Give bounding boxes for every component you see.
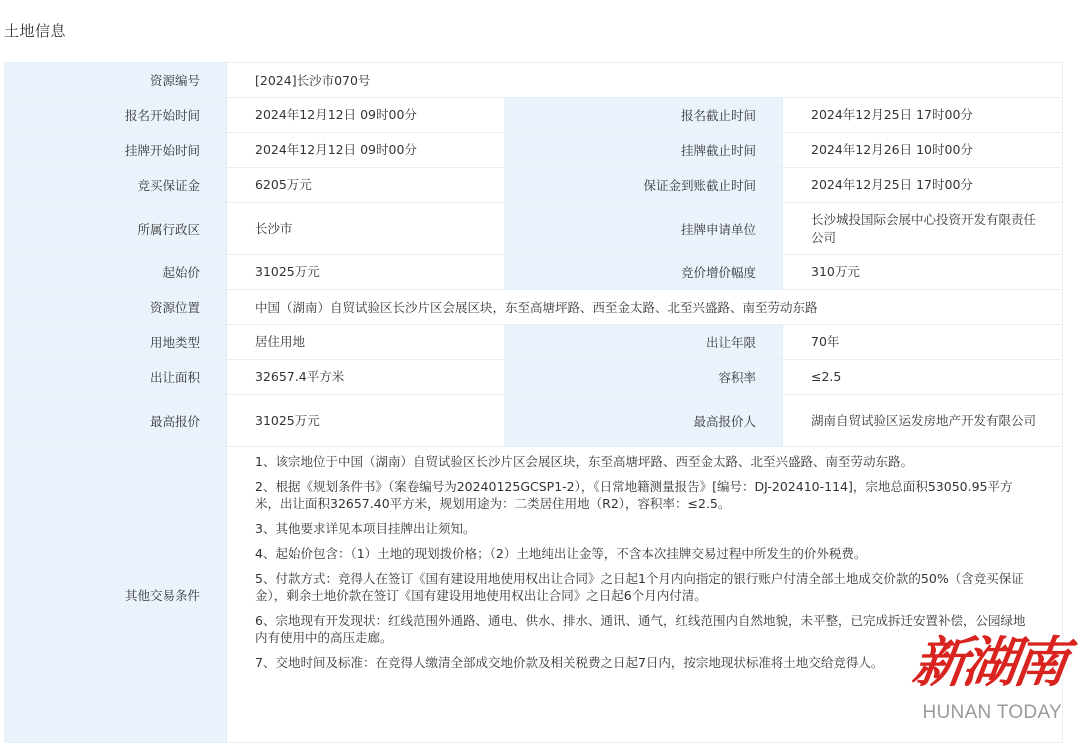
applicant-value: 长沙城投国际会展中心投资开发有限责任公司	[783, 203, 1063, 255]
reg-end-label: 报名截止时间	[505, 98, 783, 133]
conditions-label: 其他交易条件	[5, 447, 227, 743]
start-price-value: 31025万元	[227, 255, 505, 290]
row-resource-no	[5, 63, 1063, 98]
reg-end-value: 2024年12月25日 17时00分	[783, 98, 1063, 133]
area-label: 出让面积	[5, 360, 227, 395]
applicant-label: 挂牌申请单位	[505, 203, 783, 255]
row-deposit	[5, 168, 1063, 203]
resource-no-value: [2024]长沙市070号	[227, 63, 1063, 98]
deposit-value: 6205万元	[227, 168, 505, 203]
row-land-use	[5, 325, 1063, 360]
condition-item-5: 5、付款方式：竞得人在签订《国有建设用地使用权出让合同》之日起1个月内向指定的银行账户付清全部土地成交价款的50%（含竞买保证金），剩余土地价款在签订《国有建设用地使用权出让合同》之日起6个月内付清。	[255, 571, 1024, 603]
list-end-label: 挂牌截止时间	[505, 133, 783, 168]
far-value: ≤2.5	[783, 360, 1063, 395]
conditions-list	[227, 447, 1063, 743]
start-price-label: 起始价	[5, 255, 227, 290]
term-label: 出让年限	[505, 325, 783, 360]
location-value: 中国（湖南）自贸试验区长沙片区会展区块，东至高塘坪路、西至金太路、北至兴盛路、南至劳动东路	[227, 290, 1063, 325]
row-listing	[5, 133, 1063, 168]
district-label: 所属行政区	[5, 203, 227, 255]
row-area	[5, 360, 1063, 395]
page-title: 土地信息	[4, 22, 67, 40]
land-use-label: 用地类型	[5, 325, 227, 360]
term-value: 70年	[783, 325, 1063, 360]
row-other-conditions	[5, 447, 1063, 743]
increment-label: 竞价增价幅度	[505, 255, 783, 290]
row-price	[5, 255, 1063, 290]
condition-item-4: 4、起始价包含：（1）土地的现划拨价格；（2）土地纯出让金等，不含本次挂牌交易过程中所发生的价外税费。	[255, 546, 867, 561]
watermark-logo-en: HUNAN TODAY	[922, 702, 1062, 723]
land-use-value: 居住用地	[227, 325, 505, 360]
top-bidder-label: 最高报价人	[505, 395, 783, 447]
reg-start-value: 2024年12月12日 09时00分	[227, 98, 505, 133]
deposit-label: 竞买保证金	[5, 168, 227, 203]
top-bid-value: 31025万元	[227, 395, 505, 447]
district-value: 长沙市	[227, 203, 505, 255]
condition-item-3: 3、其他要求详见本项目挂牌出让须知。	[255, 521, 476, 536]
condition-item-2: 2、根据《规划条件书》（案卷编号为20240125GCSP1-2），《日常地籍测量报告》[编号：DJ-202410-114]，宗地总面积53050.95平方米，出让面积32657.40平方米，规划用途为：二类居住用地（R2），容积率：≤2.5。	[255, 479, 1013, 511]
list-start-label: 挂牌开始时间	[5, 133, 227, 168]
row-location	[5, 290, 1063, 325]
row-district	[5, 203, 1063, 255]
list-start-value: 2024年12月12日 09时00分	[227, 133, 505, 168]
watermark-logo-cn: 新湖南	[909, 630, 1069, 694]
land-info-table	[4, 62, 1063, 743]
row-registration	[5, 98, 1063, 133]
top-bidder-value: 湖南自贸试验区运发房地产开发有限公司	[783, 395, 1063, 447]
row-top-bid	[5, 395, 1063, 447]
condition-item-7: 7、交地时间及标准：在竞得人缴清全部成交地价款及相关税费之日起7日内，按宗地现状标准将土地交给竞得人。	[255, 655, 884, 670]
increment-value: 310万元	[783, 255, 1063, 290]
list-end-value: 2024年12月26日 10时00分	[783, 133, 1063, 168]
resource-no-label: 资源编号	[5, 63, 227, 98]
far-label: 容积率	[505, 360, 783, 395]
deposit-deadline-label: 保证金到账截止时间	[505, 168, 783, 203]
location-label: 资源位置	[5, 290, 227, 325]
condition-item-1: 1、该宗地位于中国（湖南）自贸试验区长沙片区会展区块，东至高塘坪路、西至金太路、北至兴盛路、南至劳动东路。	[255, 454, 913, 469]
area-value: 32657.4平方米	[227, 360, 505, 395]
top-bid-label: 最高报价	[5, 395, 227, 447]
condition-item-6: 6、宗地现有开发现状：红线范围外通路、通电、供水、排水、通讯、通气，红线范围内自然地貌，未平整，已完成拆迁安置补偿，公园绿地内有使用中的高压走廊。	[255, 613, 1026, 645]
reg-start-label: 报名开始时间	[5, 98, 227, 133]
deposit-deadline-value: 2024年12月25日 17时00分	[783, 168, 1063, 203]
